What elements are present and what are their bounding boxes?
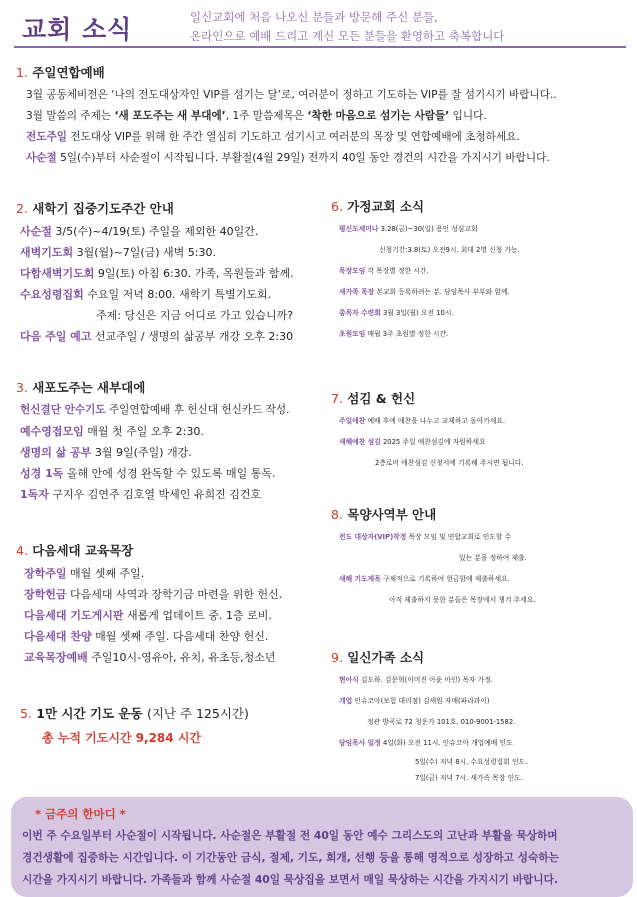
s2-row: 수요성령집회 수요일 저녁 8:00. 새학기 특별기도회. bbox=[20, 288, 272, 301]
section-prayer-week bbox=[16, 199, 331, 347]
welcome-line-2: 온라인으로 예배 드리고 계신 모든 분들을 환영하고 축복합니다 bbox=[190, 29, 505, 43]
header-divider bbox=[14, 46, 626, 48]
s6-row: 총목자 수련회 3월 3일(월) 오전 10시. bbox=[339, 309, 454, 317]
s4-row: 다음세대 기도게시판 새롭게 업데이트 중. 1층 로비. bbox=[24, 609, 272, 622]
section-title: 3. 새포도주는 새부대에 bbox=[16, 380, 146, 395]
section-title: 4. 다음세대 교육목장 bbox=[16, 543, 134, 558]
s7-note: 2층로비 애찬섬김 신청서에 기록해 주시면 됩니다. bbox=[375, 459, 524, 467]
s2-row: 다함새벽기도회 9일(토) 아침 6:30. 가족, 목원들과 함께. bbox=[20, 267, 294, 280]
s2-row: 다음 주일 예고 선교주일 / 생명의 삶공부 개강 오후 2:30 bbox=[20, 330, 294, 343]
s9-row: 담임목사 일정 4일(화) 오전 11시. 인슈코아 개업예배 인도 bbox=[339, 739, 513, 747]
s1-sermon-line: 3월 말씀의 주제는 ‘새 포도주는 새 부대에’, 1주 말씀제목은 ‘착한 마음으로 섬기는 사람들’ 입니다. bbox=[26, 110, 487, 122]
welcome-message bbox=[190, 8, 630, 46]
section-title: 2. 새학기 집중기도주간 안내 bbox=[16, 201, 174, 216]
weekly-word-line: 이번 주 수요일부터 사순절이 시작됩니다. 사순절은 부활절 전 40일 동안 예수 그리스도의 고난과 부활을 묵상하며 bbox=[22, 829, 558, 842]
s7-row: 주일애찬 예배 후에 애찬을 나누고 교제하고 돌아가세요. bbox=[339, 417, 506, 425]
s8-row: 전도 대상자(VIP)작정 목장 모임 및 연합교회로 인도할 수 bbox=[339, 533, 512, 541]
section-prayer-campaign bbox=[20, 704, 335, 749]
s9-address: 정관 방곡로 72 청운가 101호. 010-9001-1582. bbox=[367, 718, 516, 726]
bulletin-header bbox=[0, 0, 637, 50]
s3-row: 예수영접모임 매월 첫 주일 오후 2:30. bbox=[20, 425, 204, 438]
s3-row: 생명의 삶 공부 3월 9일(주일) 개강. bbox=[20, 446, 192, 459]
section-sunday-service bbox=[16, 63, 631, 169]
s1-evangelism-line: 전도주일 전도대상 VIP를 위해 한 주간 열심히 기도하고 섬기시고 여러분의 목장 및 연합예배에 초청하세요. bbox=[26, 131, 520, 143]
section-family-news bbox=[331, 648, 636, 786]
s4-row: 교육목장예배 주일10시-영유아, 유치, 유초등,청소년 bbox=[24, 651, 276, 664]
s6-row: 평신도세미나 3.28(금)~30(일) 용인 성심교회 bbox=[339, 225, 478, 233]
s9-schedule: 7일(금) 저녁 7시. 새가족 목장 인도. bbox=[415, 774, 523, 782]
section-title: 1. 주일연합예배 bbox=[16, 65, 105, 80]
s2-row: 새벽기도회 3월(월)~7일(금) 새벽 5:30. bbox=[20, 246, 216, 259]
section-service-devotion bbox=[331, 389, 636, 474]
section-next-generation bbox=[16, 541, 331, 668]
section-new-wine bbox=[16, 378, 331, 505]
section-house-church bbox=[331, 197, 636, 345]
s9-row: 개업 인슈코아(보험 대리점) 김세원 자매(파라과이) bbox=[339, 697, 490, 705]
s1-lent-line: 사순절 5일(수)부터 사순절이 시작됩니다. 부활절(4월 29일) 전까지 40일 동안 경건의 시간을 가지시기 바랍니다. bbox=[26, 152, 550, 164]
s8-row: 새해 기도제목 구체적으로 기록하여 헌금함에 제출하세요. bbox=[339, 575, 510, 583]
welcome-line-1: 일신교회에 처음 나오신 분들과 방문해 주신 분들, bbox=[190, 10, 438, 24]
s3-row: 1독자 구지우 김연주 김호열 박세인 유희진 김건호 bbox=[20, 488, 262, 501]
section-title: 5. 1만 시간 기도 운동 (지난 주 125시간) bbox=[20, 706, 249, 721]
section-title: 6. 가정교회 소식 bbox=[331, 199, 425, 214]
s7-row: 새해애찬 섬김 2025 주일 애찬섬김에 자원하세요 bbox=[339, 438, 486, 446]
section-title: 8. 목양사역부 안내 bbox=[331, 507, 437, 522]
s9-schedule: 5일(수) 저녁 8시. 수요성령집회 인도. bbox=[415, 758, 528, 766]
page-title: 교회 소식 bbox=[22, 15, 133, 44]
s6-row: 새가족 목장 본교회 등록하려는 분. 담임목사 부부와 함께. bbox=[339, 288, 510, 296]
s9-row: 현아식 김도하. 김문혁(이미진 아윤 아인) 목자 가정. bbox=[339, 676, 493, 684]
weekly-word-body bbox=[22, 825, 626, 891]
s4-row: 다음세대 찬양 매월 셋째 주일. 다음세대 찬양 헌신. bbox=[24, 630, 269, 643]
s6-row: 초원모임 매월 3주 초원별 정한 시간. bbox=[339, 330, 449, 338]
s4-row: 장학헌금 다음세대 사역과 장학기금 마련을 위한 헌신. bbox=[24, 588, 283, 601]
s3-row: 성경 1독 올해 안에 성경 완독할 수 있도록 매일 통독. bbox=[20, 467, 276, 480]
total-prayer-hours: 총 누적 기도시간 9,284 시간 bbox=[42, 731, 201, 745]
weekly-word-line: 시간을 가지시기 바랍니다. 가족들과 함께 사순절 40일 묵상집을 보면서 매일 묵상하는 시간을 가지시기 바랍니다. bbox=[22, 873, 558, 886]
s2-theme: 주제: 당신은 지금 어디로 가고 있습니까? bbox=[96, 309, 294, 322]
section-pastoral-ministry bbox=[331, 505, 636, 611]
weekly-word-box bbox=[11, 797, 633, 897]
s1-vision-line: 3월 공동체비전은 ‘나의 전도대상자인 VIP를 섬기는 달’로, 여러분이 정하고 기도하는 VIP를 잘 섬기시기 바랍니다.. bbox=[26, 89, 557, 101]
s8-row-cont: 있는 분을 정하여 제출. bbox=[459, 554, 527, 562]
s6-signup: 신청기간:3.8(토) 오전9시. 최대 2명 신청 가능. bbox=[379, 246, 520, 254]
s6-row: 목장모임 각 목장별 정한 시간. bbox=[339, 267, 429, 275]
s3-row: 헌신결단 안수기도 주일연합예배 후 헌신대 헌신카드 작성. bbox=[20, 404, 290, 416]
s8-note: 아직 제출하지 못한 분들은 목장에서 챙겨 주세요. bbox=[389, 596, 536, 604]
s4-row: 장학주일 매월 셋째 주일. bbox=[24, 567, 145, 580]
section-title: 7. 섬김 & 헌신 bbox=[331, 391, 416, 406]
section-title: 9. 일신가족 소식 bbox=[331, 650, 425, 665]
s2-row: 사순절 3/5(수)~4/19(토) 주일을 제외한 40일간. bbox=[20, 225, 259, 238]
weekly-word-title: * 금주의 한마디 * bbox=[35, 807, 126, 821]
weekly-word-line: 경건생활에 집중하는 시간입니다. 이 기간동안 금식, 절제, 기도, 회개, 선행 등을 통해 영적으로 성장하고 성숙하는 bbox=[22, 851, 559, 864]
